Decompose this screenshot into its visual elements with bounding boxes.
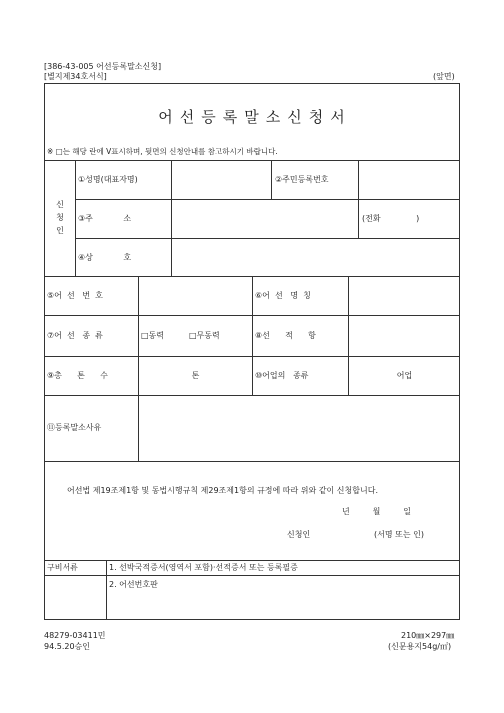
document-item-1: 1. 선박국적증서(영역서 포함)·선적증서 또는 등록필증 [109,563,298,572]
sign-note: (서명 또는 인) [374,530,424,539]
footer-approval: 94.5.20승인 [44,642,90,651]
fishery-unit: 어업 [396,371,413,380]
resident-number-field[interactable] [359,161,459,198]
form-code: [386-43-005 어선등록말소신청] [44,62,162,71]
signer-label: 신청인 [287,530,311,539]
page-title: 어선등록말소신청서 [158,108,352,126]
address-label: ③주 소 [78,214,132,223]
side-label: (앞면) [433,72,455,81]
deregistration-reason-field[interactable] [139,396,459,460]
notice-text: ※ □는 해당 란에 V표시하며, 뒷면의 신청안내를 참고하시기 바랍니다. [47,147,278,156]
vessel-name-field[interactable] [349,277,459,314]
powered-checkbox[interactable]: □동력 [141,331,165,340]
applicant-section-label: 신청인 [56,200,64,235]
date-line: 년 월 일 [342,507,411,516]
deregistration-reason-label: ⑪등록말소사유 [47,423,102,432]
documents-label: 구비서류 [47,563,78,572]
resident-number-label: ②주민등록번호 [275,175,329,184]
phone-label: (전화 ) [362,214,420,223]
tonnage-label: ⑨총 톤 수 [47,371,108,380]
footer-form-number: 48279-03411민 [44,631,106,640]
tonnage-unit: 톤 [191,371,200,380]
annex-label: [별지제34호서식] [44,72,107,81]
address-field[interactable] [172,200,357,237]
home-port-field[interactable] [349,316,459,355]
footer-paper-size: 210㎜×297㎜ [401,631,455,640]
vessel-name-label: ⑥어 선 명 칭 [255,291,311,300]
declaration-statement: 어선법 제19조제1항 및 동법시행규칙 제29조제1항의 규정에 따라 위와 같이 신청합니다. [67,486,378,495]
vessel-number-field[interactable] [139,277,251,314]
vessel-number-label: ⑤어 선 번 호 [47,291,103,300]
name-field[interactable] [172,161,270,198]
footer-paper-type: (신문용지54g/㎡) [388,642,452,651]
unpowered-checkbox[interactable]: □무동력 [189,331,220,340]
document-item-2: 2. 어선번호판 [109,580,158,589]
firm-name-field[interactable] [172,239,459,275]
firm-name-label: ④상 호 [78,253,132,262]
vessel-type-label: ⑦어 선 종 류 [47,331,103,340]
name-label: ①성명(대표자명) [78,175,138,184]
fishery-type-label: ⑩어업의 종류 [255,371,309,380]
home-port-label: ⑧선 적 항 [255,331,316,340]
